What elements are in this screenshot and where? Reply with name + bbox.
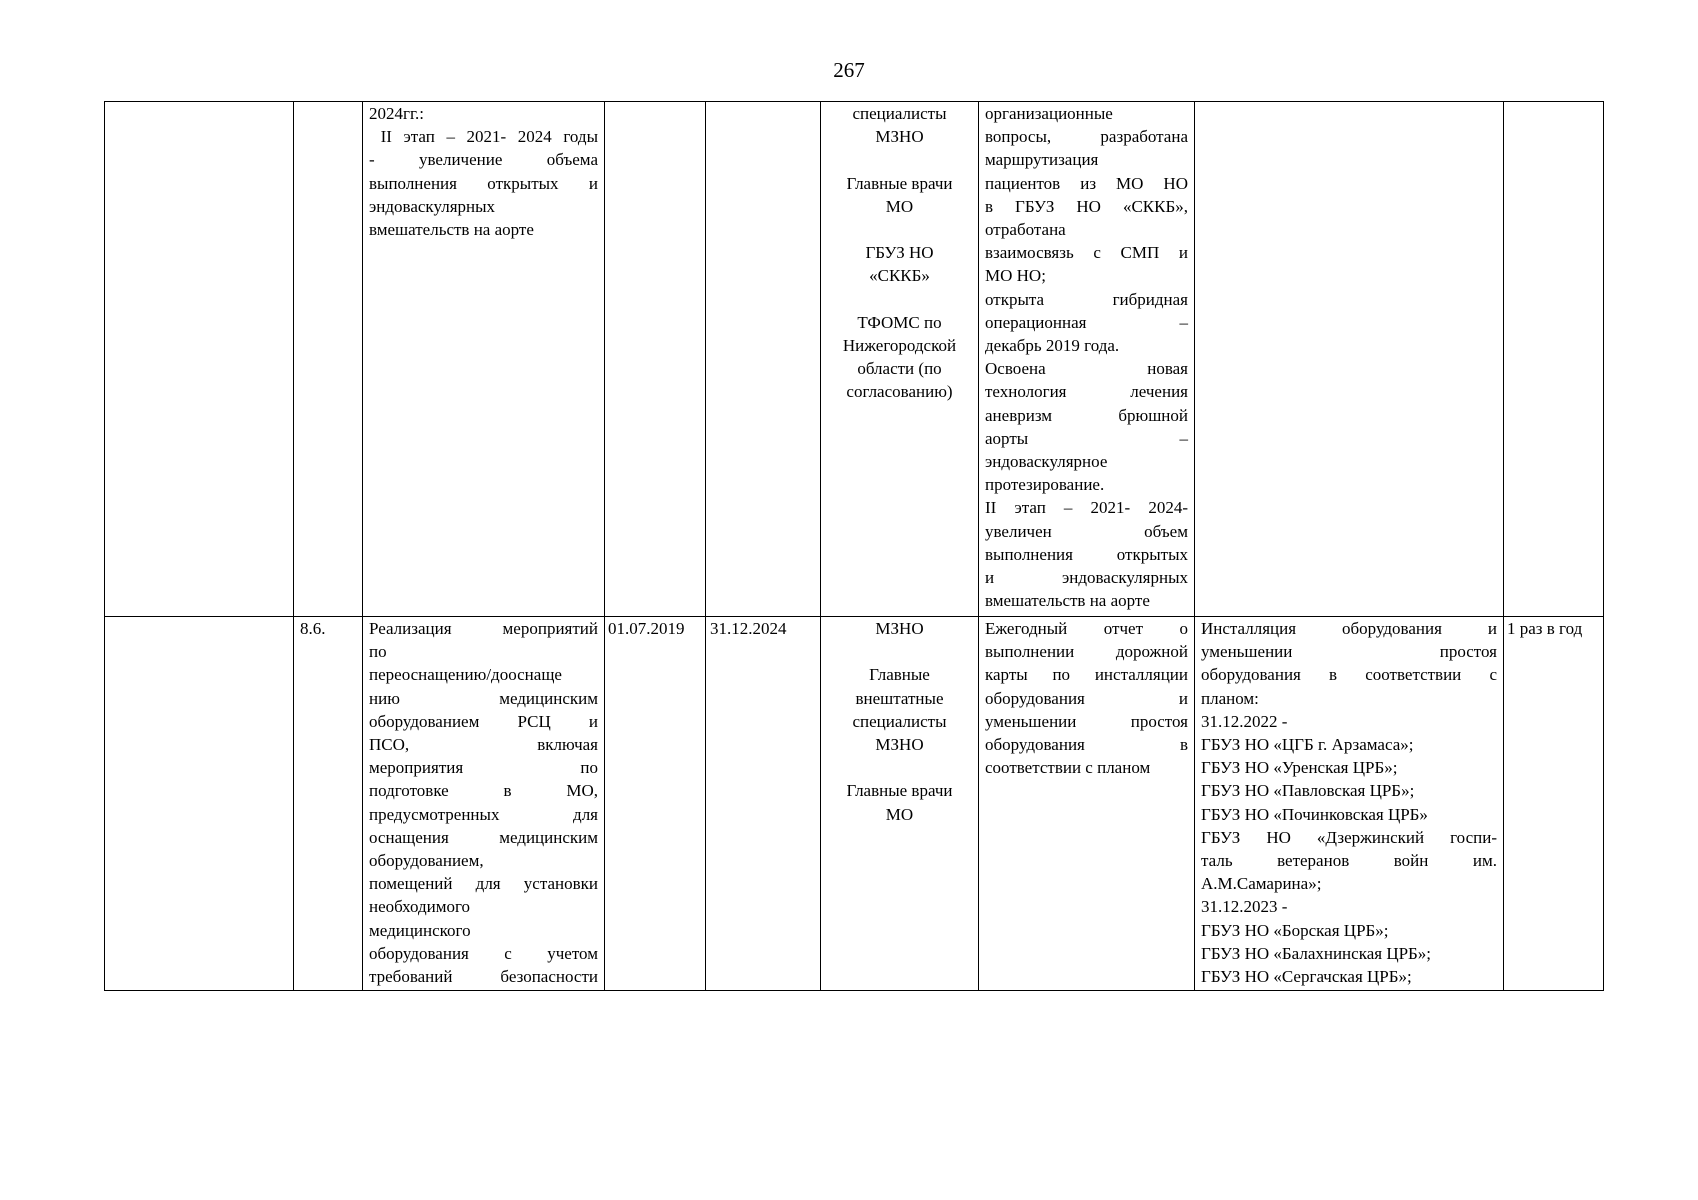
text-line: оборудованием РСЦ и: [369, 711, 598, 731]
text-line: ГБУЗ НО «Уренская ЦРБ»;: [1201, 758, 1398, 778]
text-line: ПСО, включая: [369, 735, 598, 755]
text-line: специалисты: [852, 104, 947, 123]
cell-result: [979, 617, 1195, 991]
text-line: Главные врачи: [846, 781, 953, 801]
start-date: 01.07.2019: [608, 619, 685, 638]
text-line: Освоена новая: [985, 359, 1188, 379]
text-line: «СККБ»: [869, 266, 930, 286]
text-line: Нижегородской: [842, 335, 957, 355]
text-line: выполнении дорожной: [985, 642, 1188, 662]
cell-measure: [363, 617, 605, 991]
text-line: по: [369, 642, 387, 662]
cell-number: [294, 617, 363, 991]
text-line: нию медицинским: [369, 688, 598, 708]
text-line: ГБУЗ НО «Сергачская ЦРБ»;: [1201, 967, 1412, 987]
text-line: согласованию): [846, 382, 953, 402]
text-line: подготовке в МО,: [369, 781, 598, 801]
text-line: 31.12.2022 -: [1201, 711, 1288, 731]
text-line: эндоваскулярное: [985, 452, 1108, 472]
text-line: переоснащению/дооснаще: [369, 665, 562, 685]
text-line: уменьшении простоя: [985, 711, 1188, 731]
periodicity: 1 раз в год: [1507, 619, 1583, 638]
text-line: ГБУЗ НО «ЦГБ г. Арзамаса»;: [1201, 735, 1414, 755]
cell-number: [294, 102, 363, 617]
text-line: открыта гибридная: [985, 289, 1188, 309]
text-line: ГБУЗ НО «Дзержинский госпи-: [1201, 827, 1497, 847]
text-line: ТФОМС по: [857, 312, 942, 332]
cell-periodicity: [1504, 102, 1604, 617]
table-row: [105, 102, 1604, 617]
text-line: Реализация мероприятий: [369, 619, 598, 638]
text-line: и эндоваскулярных: [985, 568, 1188, 588]
text-line: предусмотренных для: [369, 804, 598, 824]
text-line: ГБУЗ НО «Балахнинская ЦРБ»;: [1201, 943, 1432, 963]
text-line: оборудованием,: [369, 851, 484, 871]
text-line: карты по инсталляции: [985, 665, 1188, 685]
text-line: внештатные: [855, 688, 944, 708]
plan-table: [104, 101, 1604, 991]
text-line: операционная –: [985, 312, 1188, 332]
cell-measure: [363, 102, 605, 617]
text-line: МО НО;: [985, 266, 1046, 286]
text-line: планом:: [1201, 688, 1259, 708]
cell-end-date: [706, 102, 821, 617]
text-line: Ежегодный отчет о: [985, 619, 1188, 638]
text-line: отработана: [985, 220, 1066, 240]
text-line: помещений для установки: [369, 874, 598, 894]
text-line: пациентов из МО НО: [985, 173, 1188, 193]
text-line: ГБУЗ НО «Починковская ЦРБ»: [1201, 804, 1428, 824]
text-line: оснащения медицинским: [369, 827, 598, 847]
text-line: - увеличение объема: [369, 150, 598, 170]
text-line: организационные: [985, 104, 1113, 123]
text-line: таль ветеранов войн им.: [1201, 851, 1497, 871]
text-line: Главные врачи: [846, 173, 953, 193]
text-line: увеличен объем: [985, 521, 1188, 541]
text-line: МО: [885, 804, 914, 824]
text-line: выполнения открытых: [985, 544, 1188, 564]
text-line: медицинского: [369, 920, 471, 940]
text-line: требований безопасности: [369, 967, 598, 987]
text-line: II этап – 2021- 2024 годы: [369, 127, 598, 147]
cell-start-date: [605, 102, 706, 617]
text-line: Главные: [869, 665, 930, 685]
text-line: вмешательств на аорте: [985, 591, 1150, 611]
text-line: специалисты: [852, 711, 947, 731]
cell-empty: [105, 102, 294, 617]
text-line: 2024гг.:: [369, 104, 425, 123]
text-line: оборудования с учетом: [369, 943, 598, 963]
text-line: А.М.Самарина»;: [1201, 874, 1322, 894]
cell-empty: [105, 617, 294, 991]
text-line: МО: [885, 196, 914, 216]
text-line: Инсталляция оборудования и: [1201, 619, 1497, 638]
item-number: 8.6.: [300, 619, 326, 638]
text-line: 31.12.2023 -: [1201, 897, 1288, 917]
cell-indicators: [1195, 102, 1504, 617]
cell-end-date: [706, 617, 821, 991]
text-line: II этап – 2021- 2024-: [985, 498, 1188, 518]
cell-periodicity: [1504, 617, 1604, 991]
text-line: аорты –: [985, 428, 1188, 448]
text-line: ГБУЗ НО: [865, 243, 934, 263]
text-line: уменьшении простоя: [1201, 642, 1497, 662]
cell-result: [979, 102, 1195, 617]
text-line: аневризм брюшной: [985, 405, 1188, 425]
text-line: эндоваскулярных: [369, 196, 496, 216]
text-line: маршрутизация: [985, 150, 1099, 170]
text-line: декабрь 2019 года.: [985, 336, 1120, 356]
cell-responsible: [821, 102, 979, 617]
text-line: оборудования в соответствии с: [1201, 665, 1497, 685]
text-line: оборудования и: [985, 688, 1188, 708]
text-line: ГБУЗ НО «Борская ЦРБ»;: [1201, 920, 1389, 940]
page-number: 267: [833, 58, 865, 82]
cell-responsible: [821, 617, 979, 991]
text-line: взаимосвязь с СМП и: [985, 243, 1188, 263]
text-line: МЗНО: [875, 735, 924, 754]
cell-indicators: [1195, 617, 1504, 991]
text-line: вопросы, разработана: [985, 127, 1188, 147]
text-line: соответствии с планом: [985, 758, 1151, 778]
text-line: протезирование.: [985, 475, 1105, 495]
text-line: технология лечения: [985, 382, 1188, 402]
text-line: МЗНО: [875, 127, 924, 147]
text-line: ГБУЗ НО «Павловская ЦРБ»;: [1201, 781, 1415, 801]
text-line: выполнения открытых и: [369, 173, 598, 193]
text-line: в ГБУЗ НО «СККБ»,: [985, 196, 1188, 216]
text-line: оборудования в: [985, 735, 1188, 755]
text-line: области (по: [857, 359, 942, 379]
text-line: МЗНО: [875, 619, 924, 638]
text-line: мероприятия по: [369, 758, 598, 778]
table-row: [105, 617, 1604, 991]
text-line: вмешательств на аорте: [369, 220, 534, 240]
cell-start-date: [605, 617, 706, 991]
text-line: необходимого: [369, 897, 471, 917]
end-date: 31.12.2024: [710, 619, 787, 638]
